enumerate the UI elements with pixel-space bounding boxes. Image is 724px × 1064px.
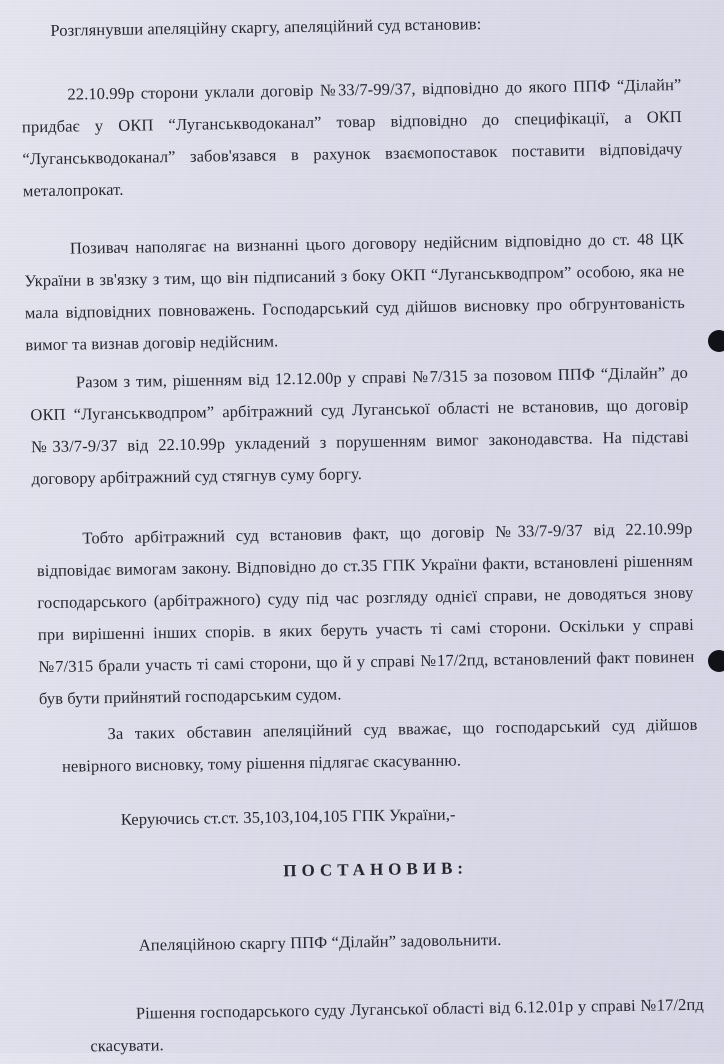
decision-heading: ПОСТАНОВИВ: xyxy=(283,858,469,881)
paragraph-appeal-granted: Апеляційною скаргу ППФ “Ділайн” задовольнити. xyxy=(138,929,502,955)
paragraph-contract: 22.10.99р сторони уклали договір №33/7-99/37, відповідно до якого ППФ “Ділайн” придбає у ОКП “Луганськводоканал” товар відповідно до специфікації, а ОКП “Луганськводоканал” забов'язався в рахунок взаємопоставок поставити відповідачу металопрокат. xyxy=(21,74,683,201)
paragraph-decision-cancelled: Рішення господарського суду Луганської області від 6.12.01р у справі №17/2пд скасувати. xyxy=(90,994,704,1056)
paragraph-prior-decision: Разом з тим, рішенням від 12.12.00р у справі №7/315 за позовом ППФ “Ділайн” до ОКП “Луганськводпром” арбітражний суд Луганської області не встановив, що договір №33/7-9/37 від 22.10.99р укладений з порушенням вимог законодавства. На підставі договору арбітражний суд стягнув суму боргу. xyxy=(30,362,690,489)
intro-text: Розглянувши апеляційну скаргу, апеляційний суд встановив: xyxy=(50,14,482,40)
paragraph-legal-basis: Керуючись ст.ст. 35,103,104,105 ГПК України,- xyxy=(120,804,456,829)
paragraph-conclusion: За таких обставин апеляційний суд вважає, що господарський суд дійшов невірного висновку, тому рішення підлягає скасуванню. xyxy=(61,714,698,776)
binder-hole-top xyxy=(708,330,724,352)
binder-hole-bottom xyxy=(708,650,724,672)
paragraph-established-fact: Тобто арбітражний суд встановив факт, що договір №33/7-9/37 від 22.10.99р відповідає вимогам закону. Відповідно до ст.35 ГПК України факти, встановлені рішенням господарського (арбітражного) суду під час розгляду однієї справи, не доводяться знову при вирішенні інших спорів. в яких беруть участь ті самі сторони. Оскільки у справі №7/315 брали участь ті самі сторони, що й у справі №17/2пд, встановлений факт повинен був бути прийнятий господарським судом. xyxy=(36,518,695,709)
paragraph-claim: Позивач наполягає на визнанні цього договору недійсним відповідно до ст. 48 ЦК України в зв'язку з тим, що він підписаний з боку ОКП “Луганськводпром” особою, яка не мала відповідних повноважень. Господарський суд дійшов висновку про обгрунтованість вимог та визнав договір недійсним. xyxy=(24,228,685,355)
